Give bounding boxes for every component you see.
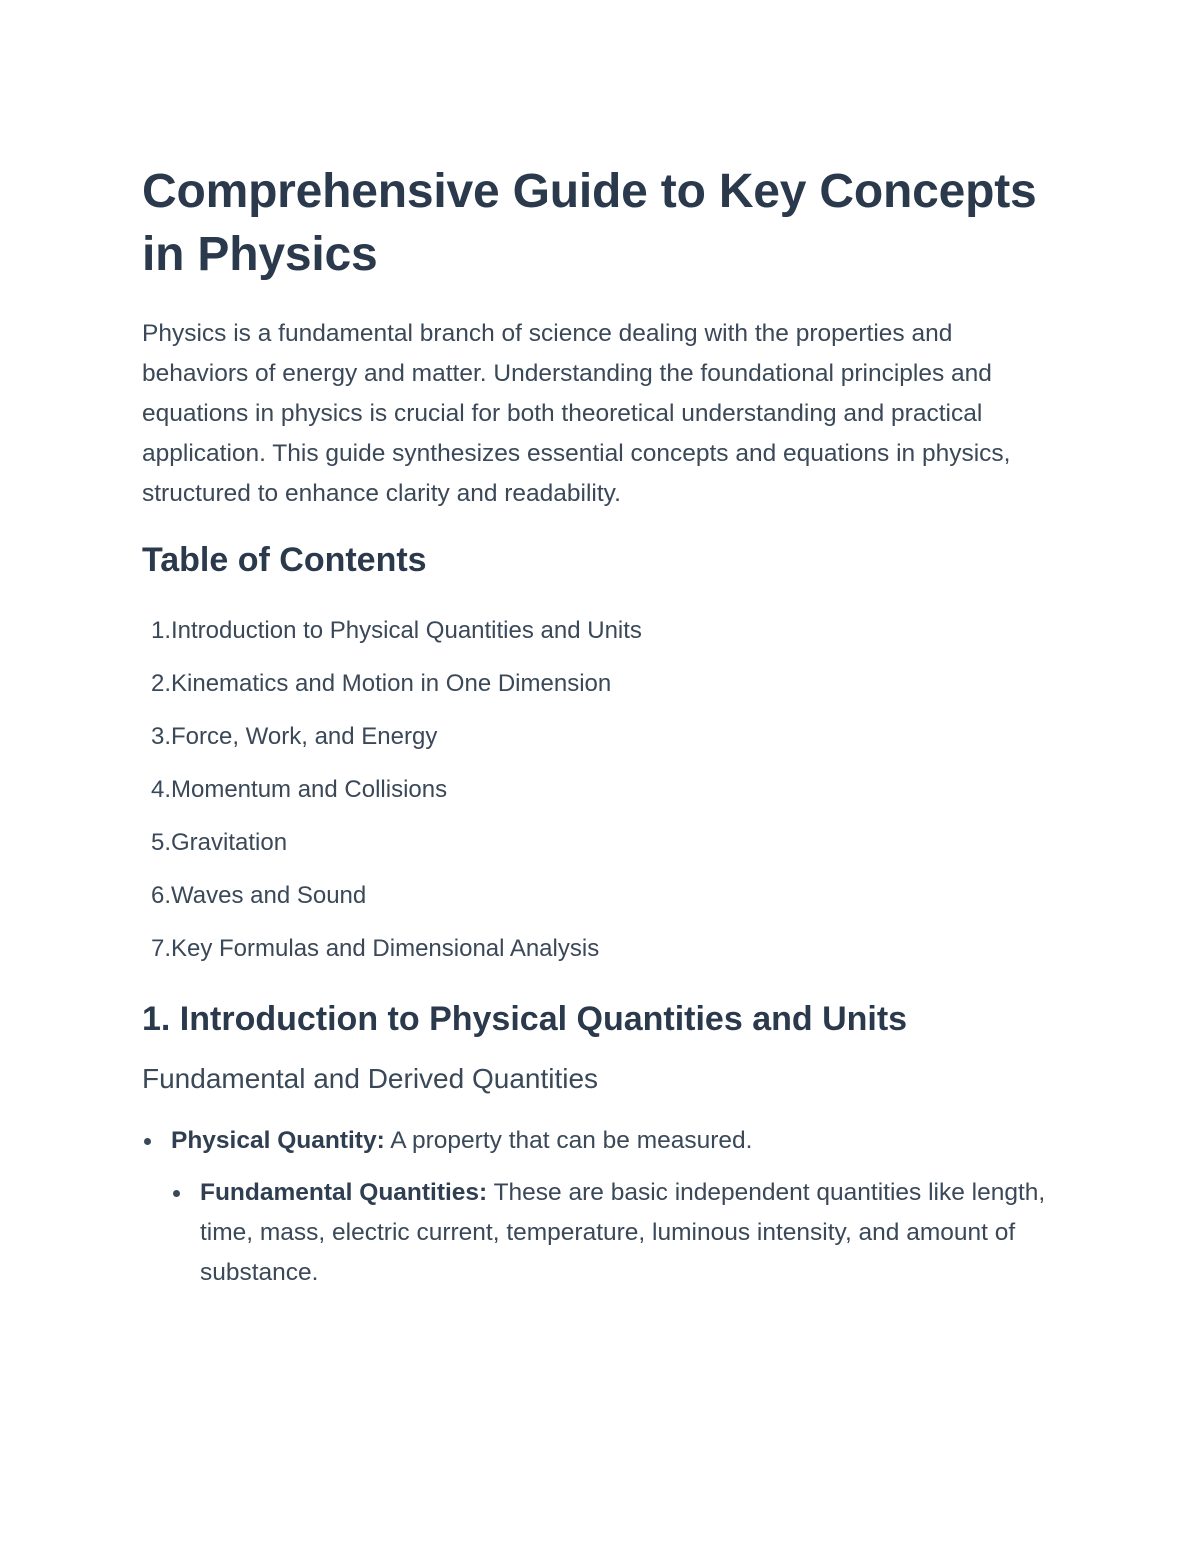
- list-item-text: These are basic independent quantities like length, time, mass, electric current, temperature, luminous intensity, and amount of substance.: [200, 1179, 1046, 1286]
- list-item-text: A property that can be measured.: [384, 1127, 753, 1154]
- toc-item[interactable]: [142, 763, 1052, 816]
- toc-item-number: 7.: [150, 935, 171, 962]
- toc-item-label: Key Formulas and Dimensional Analysis: [171, 935, 600, 962]
- intro-paragraph: Physics is a fundamental branch of science dealing with the properties and behaviors of energy and matter. Understanding the foundational principles and equations in physics is crucial for both theoretical understanding and practical application. This guide synthesizes essential concepts and equations in physics, structured to enhance clarity and readability.: [142, 320, 1011, 507]
- toc-item-number: 6.: [150, 882, 171, 909]
- document-page: [142, 160, 1052, 1293]
- toc-item-label: Waves and Sound: [171, 882, 367, 909]
- toc-item[interactable]: [142, 604, 1052, 657]
- list-item-term: Fundamental Quantities:: [200, 1179, 488, 1206]
- page-title: Comprehensive Guide to Key Concepts in Physics: [142, 165, 1037, 281]
- toc-item-number: 2.: [150, 670, 171, 697]
- bullet-icon: [173, 1190, 180, 1197]
- subsection-heading: Fundamental and Derived Quantities: [142, 1063, 599, 1094]
- toc-item-label: Kinematics and Motion in One Dimension: [171, 670, 612, 697]
- toc-item-label: Introduction to Physical Quantities and Units: [171, 617, 642, 644]
- list-item-term: Physical Quantity:: [171, 1127, 385, 1154]
- toc-item[interactable]: [142, 816, 1052, 869]
- toc-item-number: 5.: [150, 829, 171, 856]
- toc-item[interactable]: [142, 922, 1052, 975]
- toc-heading: Table of Contents: [142, 541, 427, 579]
- bullet-icon: [144, 1138, 151, 1145]
- nested-bullet-list: [171, 1173, 1052, 1293]
- list-item: [142, 1121, 1052, 1293]
- toc-item-label: Gravitation: [171, 829, 288, 856]
- toc-item[interactable]: [142, 710, 1052, 763]
- bullet-list: [142, 1121, 1052, 1293]
- table-of-contents: [142, 604, 1052, 975]
- toc-item[interactable]: [142, 657, 1052, 710]
- toc-item-number: 1.: [150, 617, 171, 644]
- toc-item-number: 4.: [150, 776, 171, 803]
- toc-item-label: Momentum and Collisions: [171, 776, 448, 803]
- list-item: [171, 1173, 1052, 1293]
- toc-item-label: Force, Work, and Energy: [171, 723, 438, 750]
- toc-item-number: 3.: [150, 723, 171, 750]
- toc-item[interactable]: [142, 869, 1052, 922]
- section-heading: 1. Introduction to Physical Quantities and Units: [142, 1000, 908, 1038]
